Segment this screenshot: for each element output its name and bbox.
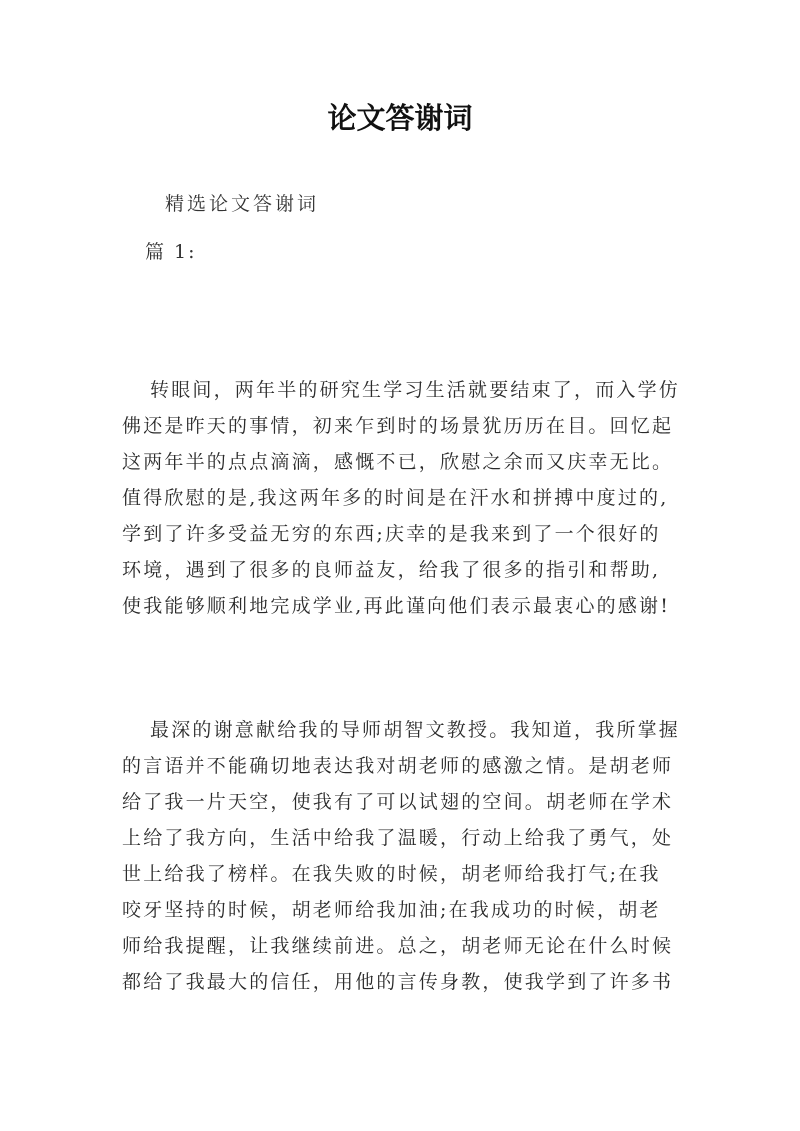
paragraph-line: 都给了我最大的信任，用他的言传身教，使我学到了许多书	[122, 971, 674, 993]
section-label: 篇 1:	[145, 241, 197, 263]
paragraph-line: 师给我提醒，让我继续前进。总之，胡老师无论在什么时候	[122, 935, 674, 957]
paragraph-line: 咬牙坚持的时候，胡老师给我加油;在我成功的时候，胡老	[122, 899, 661, 921]
paragraph-line: 佛还是昨天的事情，初来乍到时的场景犹历历在目。回忆起	[122, 415, 674, 437]
document-title: 论文答谢词	[327, 101, 473, 135]
paragraph-line: 这两年半的点点滴滴，感慨不已，欣慰之余而又庆幸无比。	[122, 451, 674, 473]
document-subtitle: 精选论文答谢词	[165, 193, 320, 215]
paragraph-line: 给了我一片天空，使我有了可以试翅的空间。胡老师在学术	[122, 791, 674, 813]
paragraph-line: 使我能够顺利地完成学业,再此谨向他们表示最衷心的感谢!	[122, 595, 671, 617]
paragraph-line: 转眼间，两年半的研究生学习生活就要结束了，而入学仿	[150, 379, 681, 401]
paragraph-1	[122, 372, 682, 624]
paragraph-2	[122, 712, 682, 1000]
paragraph-line: 学到了许多受益无穷的东西;庆幸的是我来到了一个很好的	[122, 523, 661, 545]
paragraph-line: 上给了我方向，生活中给我了温暖，行动上给我了勇气，处	[122, 827, 674, 849]
paragraph-line: 的言语并不能确切地表达我对胡老师的感激之情。是胡老师	[122, 755, 674, 777]
paragraph-line: 环境，遇到了很多的良师益友，给我了很多的指引和帮助,	[122, 559, 661, 581]
paragraph-line: 世上给我了榜样。在我失败的时候，胡老师给我打气;在我	[122, 863, 661, 885]
paragraph-line: 值得欣慰的是,我这两年多的时间是在汗水和拼搏中度过的,	[122, 487, 669, 509]
paragraph-line: 最深的谢意献给我的导师胡智文教授。我知道，我所掌握	[150, 719, 681, 741]
